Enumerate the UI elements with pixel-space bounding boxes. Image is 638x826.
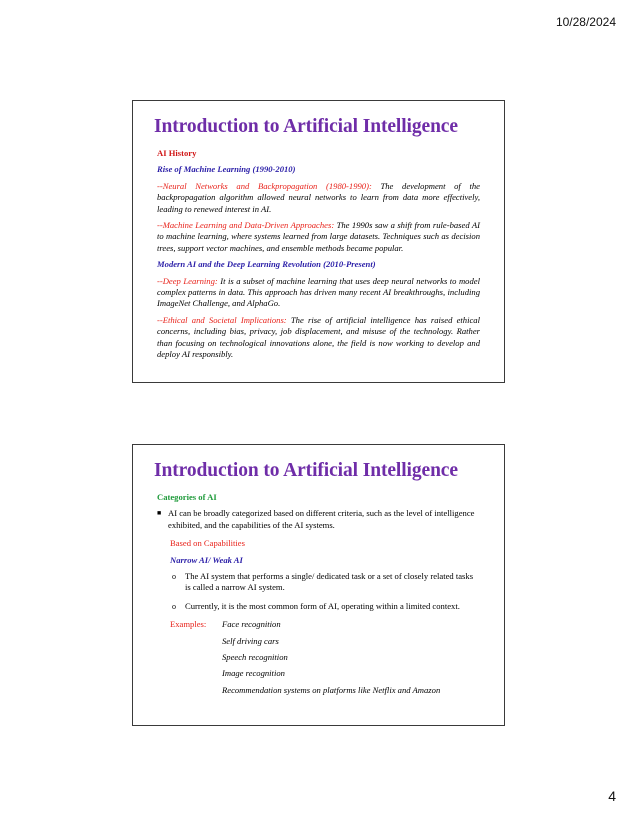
sub-bullet-item	[157, 571, 480, 594]
square-bullet-icon: ■	[157, 509, 162, 518]
slide-ai-history	[132, 100, 505, 383]
paragraph-neural-networks	[157, 181, 480, 215]
slide-ai-categories	[132, 444, 505, 726]
sub-bullet-item	[157, 601, 480, 612]
bullet-item	[157, 508, 480, 531]
paragraph-lead: --Neural Networks and Backpropagation (1980-1990):	[157, 180, 372, 191]
paragraph-lead: --Ethical and Societal Implications:	[157, 314, 287, 325]
paragraph-text: The rise of artificial intelligence has raised ethical concerns, including bias, privacy, job displacement, and misuse of the technology. Rather than focusing on technological innovations alone, the field is now working to develop and deploy AI responsibly.	[157, 314, 480, 360]
bullet-text: AI can be broadly categorized based on different criteria, such as the level of intelligence exhibited, and the capabilities of the AI systems.	[168, 508, 475, 530]
sub-bullet-text: Currently, it is the most common form of AI, operating within a limited context.	[185, 600, 460, 611]
page-date: 10/28/2024	[555, 15, 616, 29]
era-heading-deep-learning: Modern AI and the Deep Learning Revolution (2010-Present)	[157, 259, 376, 270]
paragraph-lead: --Machine Learning and Data-Driven Approaches:	[157, 220, 335, 231]
example-item: Recommendation systems on platforms like Netflix and Amazon	[222, 684, 441, 695]
circle-bullet-icon: o	[172, 572, 176, 582]
page-number: 4	[608, 788, 616, 804]
paragraph-text: It is a subset of machine learning that uses deep neural networks to model complex patterns in data. This approach has driven many recent AI breakthroughs, including ImageNet Challenge, and AlphaGo.	[157, 275, 480, 309]
examples-label: Examples:	[170, 619, 207, 630]
paragraph-ethics	[157, 315, 480, 361]
subheading-capabilities: Based on Capabilities	[170, 538, 245, 549]
example-item: Speech recognition	[222, 652, 288, 663]
example-item: Self driving cars	[222, 635, 279, 646]
circle-bullet-icon: o	[172, 601, 176, 611]
era-heading-ml: Rise of Machine Learning (1990-2010)	[157, 164, 296, 175]
paragraph-text: The 1990s saw a shift from rule-based AI to machine learning, where systems learned from large datasets. Techniques such as decision trees, support vector machines, and ensemble methods became popular.	[157, 220, 480, 253]
paragraph-text: The development of the backpropagation algorithm allowed neural networks to learn from data more effectively, leading to renewed interest in AI.	[157, 180, 480, 214]
example-item: Image recognition	[222, 668, 285, 679]
sub-bullet-text: The AI system that performs a single/ dedicated task or a set of closely related tasks is called a narrow AI system.	[185, 571, 474, 593]
examples-row	[170, 619, 480, 630]
type-heading-narrow-ai: Narrow AI/ Weak AI	[170, 554, 243, 565]
section-heading: Categories of AI	[157, 492, 217, 502]
paragraph-data-driven	[157, 220, 480, 254]
slide-title: Introduction to Artificial Intelligence	[154, 116, 458, 137]
paragraph-deep-learning	[157, 276, 480, 310]
paragraph-lead: --Deep Learning:	[157, 275, 218, 286]
example-item: Face recognition	[222, 619, 281, 630]
section-heading: AI History	[157, 148, 197, 158]
slide-title: Introduction to Artificial Intelligence	[154, 460, 458, 481]
